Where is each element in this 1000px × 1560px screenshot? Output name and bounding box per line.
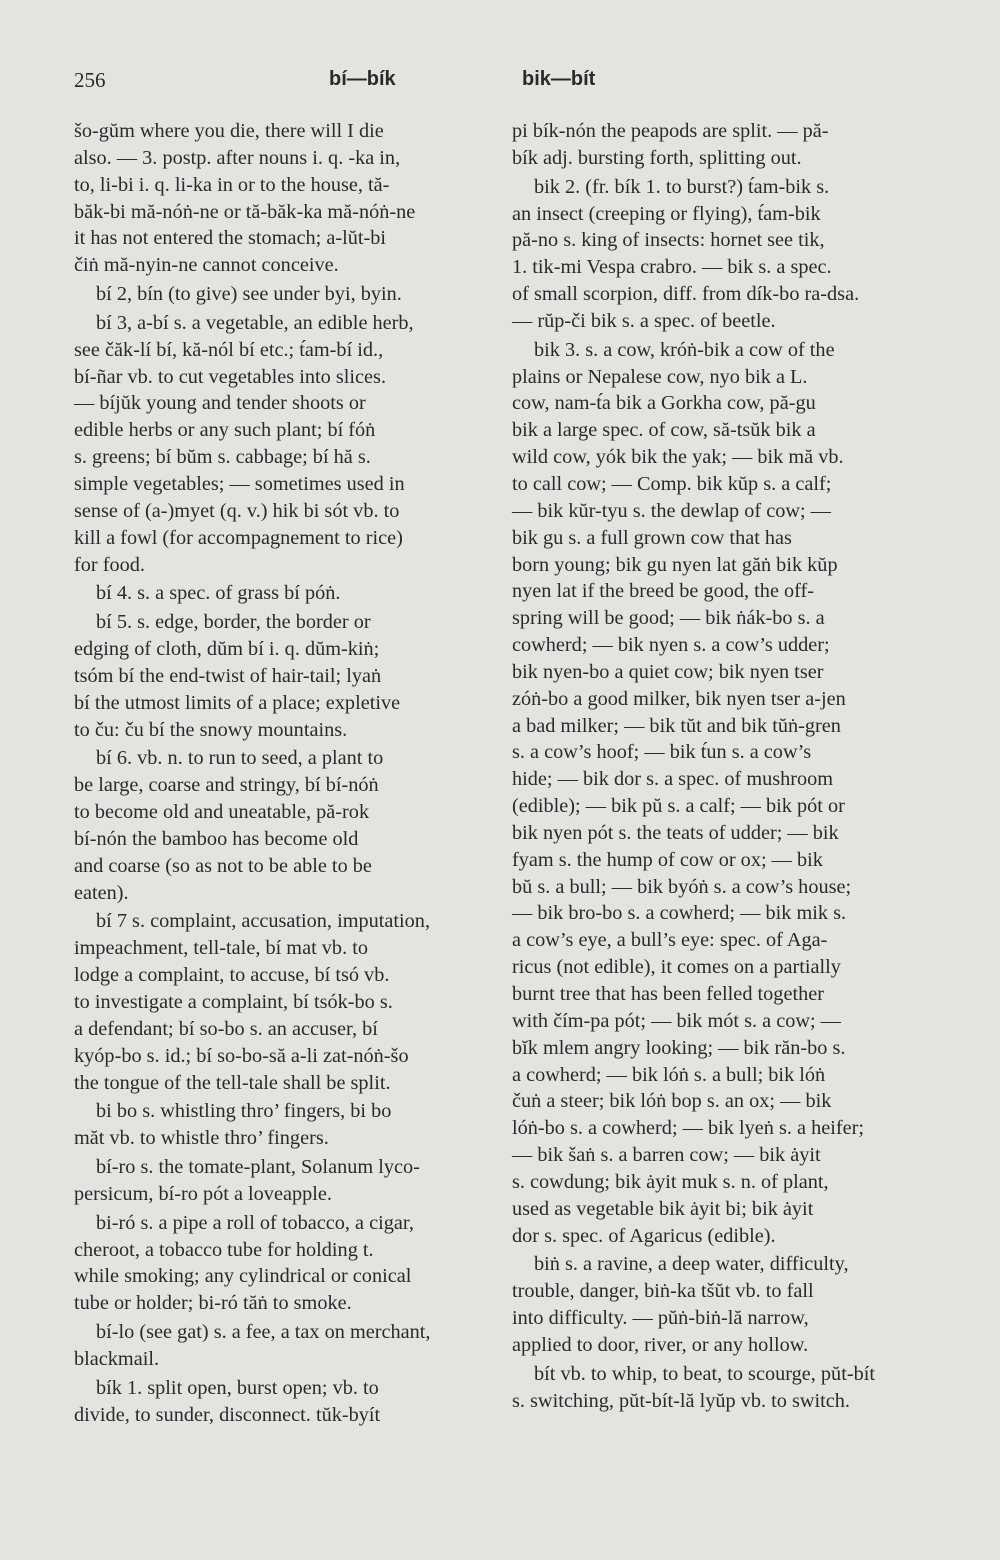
text-line: lodge a complaint, to accuse, bí tsó vb. (74, 964, 390, 987)
text-line: bí 5. s. edge, border, the border or (96, 611, 371, 634)
text-line: bí-lo (see gat) s. a fee, a tax on merchant, (96, 1321, 431, 1344)
text-line: to ču: ču bí the snowy mountains. (74, 718, 348, 741)
text-line: of small scorpion, diff. from dík-bo ra-dsa. (512, 283, 860, 306)
text-line: 1. tik-mi Vespa crabro. — bik s. a spec. (512, 256, 832, 279)
text-line: trouble, danger, biṅ-ka tšŭt vb. to fall (512, 1280, 814, 1303)
text-line: bi bo s. whistling thro’ fingers, bi bo (96, 1100, 392, 1123)
text-line: pi bík-nón the peapods are split. — pă- (512, 120, 829, 142)
text-line: fyam s. the hump of cow or ox; — bik (512, 848, 823, 871)
left-column (74, 118, 486, 1429)
text-line: burnt tree that has been felled together (512, 983, 824, 1005)
text-line: spring will be good; — bik ṅák-bo s. a (512, 607, 825, 630)
text-line: biṅ s. a ravine, a deep water, difficulty, (534, 1253, 849, 1276)
text-line: a cow’s eye, a bull’s eye: spec. of Aga- (512, 929, 828, 952)
text-line: bí-nón the bamboo has become old (74, 827, 359, 850)
text-line: used as vegetable bik ȧyit bi; bik ȧyit (512, 1197, 814, 1220)
text-line: cheroot, a tobacco tube for holding t. (74, 1238, 374, 1261)
text-line: a cowherd; — bik lóṅ s. a bull; bik lóṅ (512, 1063, 826, 1086)
text-line: for food. (74, 553, 145, 576)
text-line: a defendant; bí so-bo s. an accuser, bí (74, 1017, 378, 1040)
text-line: kyóp-bo s. id.; bí so-bo-să a-li zat-nóṅ-šo (74, 1044, 409, 1067)
text-line: dor s. spec. of Agaricus (edible). (512, 1224, 776, 1247)
text-line: — bik šaṅ s. a barren cow; — bik ȧyit (512, 1144, 821, 1167)
text-line: măt vb. to whistle thro’ fingers. (74, 1127, 329, 1150)
text-line: tube or holder; bi-ró tăṅ to smoke. (74, 1292, 352, 1315)
text-line: bik gu s. a full grown cow that has (512, 526, 792, 549)
text-line: s. greens; bí bŭm s. cabbage; bí hă s. (74, 446, 371, 469)
text-line: bí-ñar vb. to cut vegetables into slices. (74, 365, 387, 388)
text-line: — bik kŭr-tyu s. the dewlap of cow; — (512, 499, 831, 522)
text-line: čuṅ a steer; bik lóṅ bop s. an ox; — bik (512, 1090, 832, 1113)
text-line: s. cowdung; bik ȧyit muk s. n. of plant, (512, 1170, 829, 1193)
text-line: kill a fowl (for accompagnement to rice) (74, 526, 403, 549)
text-line: blackmail. (74, 1347, 160, 1370)
text-line: edging of cloth, dŭm bí i. q. dŭm-kiṅ; (74, 638, 380, 661)
text-line: with čím-pa pót; — bik mót s. a cow; — (512, 1009, 841, 1032)
text-line: tsóm bí the end-twist of hair-tail; lyaṅ (74, 664, 382, 687)
text-line: bi-ró s. a pipe a roll of tobacco, a cigar, (96, 1211, 414, 1234)
text-line: — bik bro-bo s. a cowherd; — bik mik s. (512, 902, 847, 925)
text-line: s. switching, pŭt-bít-lă lyŭp vb. to switch. (512, 1389, 850, 1412)
text-line: cow, nam-t́a bik a Gorkha cow, pă-gu (512, 392, 816, 415)
text-line: lóṅ-bo s. a cowherd; — bik lyeṅ s. a heifer; (512, 1117, 865, 1140)
text-line: ricus (not edible), it comes on a partially (512, 956, 841, 979)
text-line: băk-bi mă-nóṅ-ne or tă-băk-ka mă-nóṅ-ne (74, 200, 416, 223)
text-line: a bad milker; — bik tŭt and bik tŭṅ-gren (512, 714, 841, 737)
text-line: bík 1. split open, burst open; vb. to (96, 1376, 379, 1399)
text-line: s. a cow’s hoof; — bik t́un s. a cow’s (512, 741, 812, 764)
text-line: bí 2, bín (to give) see under byi, byin. (96, 283, 402, 306)
text-line: persicum, bí-ro pót a loveapple. (74, 1182, 332, 1205)
text-line: hide; — bik dor s. a spec. of mushroom (512, 768, 834, 791)
text-line: edible herbs or any such plant; bí fóṅ (74, 419, 376, 442)
text-line: zóṅ-bo a good milker, bik nyen tser a-jen (512, 687, 846, 710)
text-line: bí 4. s. a spec. of grass bí póṅ. (96, 582, 341, 605)
text-line: šo-gŭm where you die, there will I die (74, 120, 384, 142)
text-line: to investigate a complaint, bí tsók-bo s. (74, 991, 393, 1013)
left-guide-word: bí—bík (329, 68, 396, 90)
running-header (74, 66, 922, 98)
text-line: sense of (a-)myet (q. v.) hik bi sót vb. to (74, 499, 400, 522)
text-line: — bíjŭk young and tender shoots or (74, 392, 366, 415)
text-line: čiṅ mă-nyin-ne cannot conceive. (74, 254, 339, 277)
text-line: bik 3. s. a cow, króṅ-bik a cow of the (534, 338, 835, 361)
text-line: while smoking; any cylindrical or conical (74, 1265, 412, 1288)
text-line: be large, coarse and stringy, bí bí-nóṅ (74, 774, 379, 797)
text-line: bŭ s. a bull; — bik byóṅ s. a cow’s house; (512, 875, 852, 898)
text-line: bik 2. (fr. bík 1. to burst?) t́am-bik s. (534, 175, 830, 198)
text-line: bik a large spec. of cow, să-tsŭk bik a (512, 419, 816, 442)
text-line: to, li-bi i. q. li-ka in or to the house, tă- (74, 173, 390, 196)
text-line: an insect (creeping or flying), t́am-bik (512, 202, 821, 225)
text-line: simple vegetables; — sometimes used in (74, 472, 405, 495)
text-line: the tongue of the tell-tale shall be split. (74, 1071, 391, 1094)
text-line: wild cow, yók bik the yak; — bik mă vb. (512, 446, 844, 469)
text-line: bĭk mlem angry looking; — bik răn-bo s. (512, 1036, 846, 1059)
text-line: into difficulty. — pŭṅ-biṅ-lă narrow, (512, 1307, 809, 1330)
text-line: nyen lat if the breed be good, the off- (512, 580, 815, 603)
text-line: bí the utmost limits of a place; expletive (74, 691, 401, 714)
text-line: — rŭp-či bik s. a spec. of beetle. (512, 309, 776, 332)
text-line: pă-no s. king of insects: hornet see tik, (512, 229, 825, 252)
text-line: bik nyen-bo a quiet cow; bik nyen tser (512, 660, 824, 683)
text-line: bí 6. vb. n. to run to seed, a plant to (96, 747, 384, 770)
page-number: 256 (74, 68, 106, 92)
text-line: it has not entered the stomach; a-lŭt-bi (74, 227, 387, 250)
text-line: eaten). (74, 881, 129, 904)
text-line: divide, to sunder, disconnect. tŭk-byít (74, 1403, 381, 1426)
text-line: also. — 3. postp. after nouns i. q. -ka in, (74, 146, 401, 169)
text-line: bí 7 s. complaint, accusation, imputation, (96, 910, 431, 933)
text-line: to call cow; — Comp. bik kŭp s. a calf; (512, 472, 832, 495)
text-line: bí 3, a-bí s. a vegetable, an edible herb, (96, 311, 414, 334)
text-line: (edible); — bik pŭ s. a calf; — bik pót or (512, 795, 845, 818)
text-line: to become old and uneatable, pă-rok (74, 801, 370, 824)
text-line: applied to door, river, or any hollow. (512, 1333, 809, 1356)
text-line: cowherd; — bik nyen s. a cow’s udder; (512, 634, 830, 657)
text-line: bít vb. to whip, to beat, to scourge, pŭt-bít (534, 1362, 875, 1385)
text-line: born young; bik gu nyen lat găṅ bik kŭp (512, 553, 838, 576)
text-line: plains or Nepalese cow, nyo bik a L. (512, 365, 808, 388)
text-line: impeachment, tell-tale, bí mat vb. to (74, 937, 368, 960)
text-line: and coarse (so as not to be able to be (74, 854, 372, 877)
text-line: bí-ro s. the tomate-plant, Solanum lyco- (96, 1156, 420, 1179)
right-guide-word: bik—bít (522, 68, 596, 90)
text-line: bík adj. bursting forth, splitting out. (512, 146, 802, 169)
text-line: bik nyen pót s. the teats of udder; — bik (512, 821, 839, 844)
right-column (512, 118, 928, 1415)
text-line: see čăk-lí bí, kă-nól bí etc.; t́am-bí id., (74, 338, 384, 361)
